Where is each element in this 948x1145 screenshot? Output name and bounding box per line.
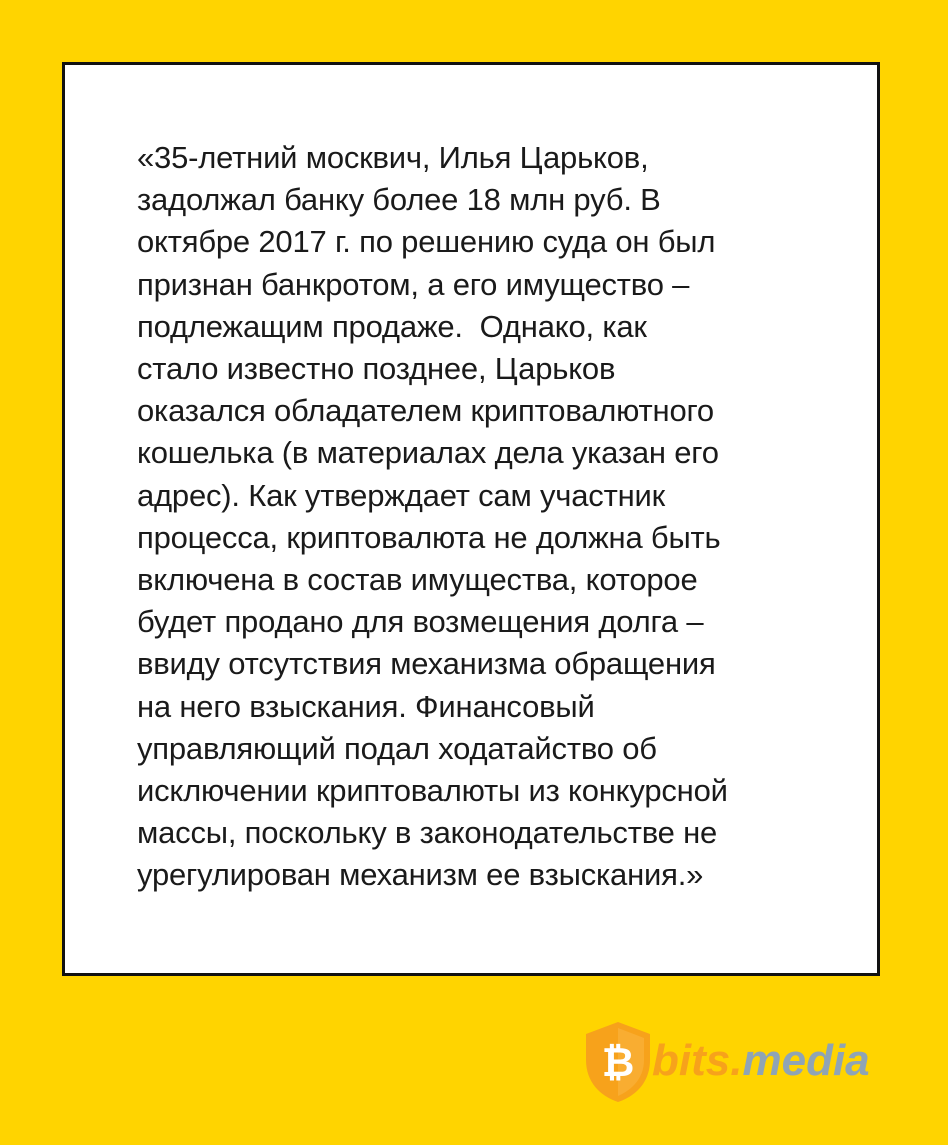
- brand-wordmark: [652, 1036, 870, 1086]
- quote-line: признан банкротом, а его имущество –: [137, 266, 690, 302]
- quote-line: оказался обладателем криптовалютного: [137, 393, 714, 429]
- quote-line: стало известно позднее, Царьков: [137, 351, 616, 387]
- bitcoin-shield-icon: [582, 1020, 654, 1104]
- quote-line: адрес). Как утверждает сам участник: [137, 477, 665, 513]
- bitcoin-glyph: ₿: [601, 1041, 635, 1085]
- quote-line: «35-летний москвич, Илья Царьков,: [137, 140, 649, 175]
- quote-line: включена в состав имущества, которое: [137, 562, 698, 598]
- quote-card: [62, 62, 880, 976]
- brand-name-part1: bits: [652, 1036, 731, 1085]
- quote-line: задолжал банку более 18 млн руб. В: [137, 182, 661, 218]
- brand-name-dot: .: [730, 1036, 743, 1085]
- quote-line: урегулирован механизм ее взыскания.»: [137, 857, 704, 893]
- quote-line: будет продано для возмещения долга –: [137, 604, 704, 640]
- quote-line: кошелька (в материалах дела указан его: [137, 435, 719, 471]
- brand-name-part2: media: [742, 1036, 870, 1085]
- quote-text: [137, 137, 837, 897]
- quote-line: на него взыскания. Финансовый: [137, 688, 595, 724]
- quote-line: октябре 2017 г. по решению суда он был: [137, 224, 716, 260]
- quote-line: массы, поскольку в законодательстве не: [137, 815, 718, 851]
- quote-line: ввиду отсутствия механизма обращения: [137, 646, 716, 682]
- brand-logo: [582, 1020, 892, 1110]
- quote-line: процесса, криптовалюта не должна быть: [137, 519, 721, 555]
- quote-line: управляющий подал ходатайство об: [137, 730, 657, 766]
- quote-line: исключении криптовалюты из конкурсной: [137, 773, 728, 809]
- quote-line: подлежащим продаже. Однако, как: [137, 308, 647, 344]
